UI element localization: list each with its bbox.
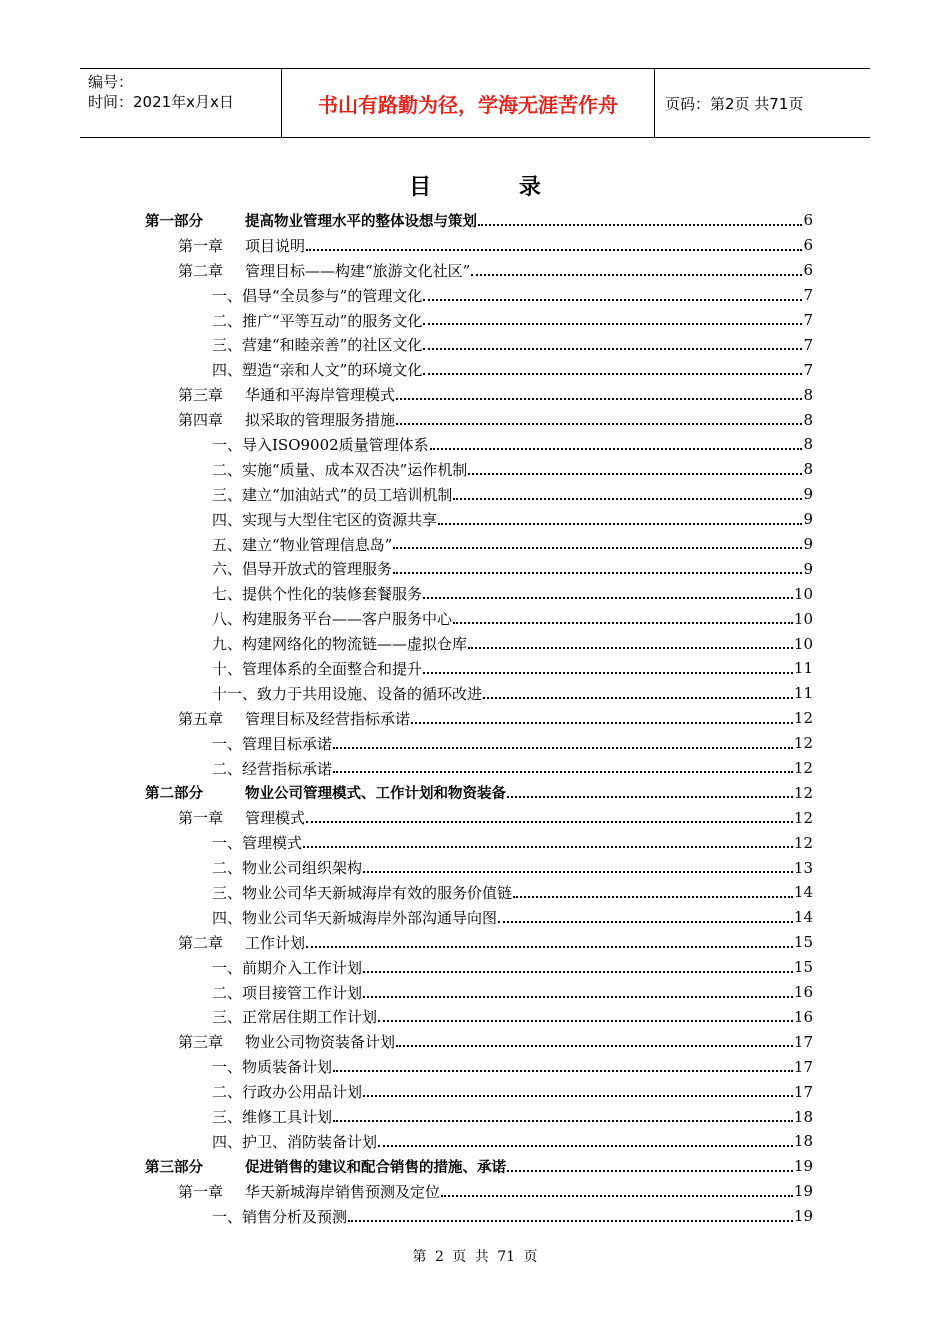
toc-entry-label <box>145 1156 506 1177</box>
toc-dot-leader <box>430 448 803 450</box>
toc-entry-text: 二、推广“平等互动”的服务文化 <box>212 311 423 330</box>
toc-page-number: 14 <box>793 883 813 902</box>
toc-title: 目 录 <box>409 175 581 200</box>
toc-dot-leader <box>423 299 802 301</box>
toc-entry-text: 二、经营指标承诺 <box>212 759 333 778</box>
toc-entry-text: 十一、致力于共用设施、设备的循环改进 <box>212 684 483 703</box>
toc-entry-text: 六、倡导开放式的管理服务 <box>212 560 393 579</box>
toc-page-number: 7 <box>803 311 813 329</box>
toc-dot-leader <box>438 523 802 525</box>
toc-dot-leader <box>468 473 802 475</box>
toc-entry-label <box>212 534 392 555</box>
toc-dot-leader <box>498 921 793 923</box>
toc-entry-text: 华通和平海岸管理模式 <box>245 386 396 405</box>
toc-entry[interactable] <box>145 1154 813 1179</box>
toc-entry[interactable] <box>145 233 813 258</box>
toc-entry-prefix: 第二章 <box>178 933 224 952</box>
toc-page-number: 9 <box>803 485 813 504</box>
toc-dot-leader <box>378 1145 793 1147</box>
toc-dot-leader <box>306 946 793 948</box>
toc-entry-label <box>212 1106 332 1127</box>
toc-entry-label <box>212 583 422 604</box>
toc-entry-text: 二、实施“质量、成本双否决”运作机制 <box>212 460 468 479</box>
toc-page-number: 18 <box>793 1132 813 1151</box>
toc-entry[interactable] <box>145 258 813 283</box>
toc-dot-leader <box>396 398 802 400</box>
toc-entry-label <box>212 334 422 355</box>
toc-entry-text: 一、倡导“全员参与”的管理文化 <box>212 286 423 305</box>
toc-entry[interactable] <box>145 1204 813 1229</box>
toc-entry[interactable] <box>145 955 813 980</box>
toc-dot-leader <box>333 1070 793 1072</box>
toc-entry[interactable] <box>145 780 813 805</box>
toc-entry-text: 工作计划 <box>245 933 306 952</box>
toc-entry-text: 五、建立“物业管理信息岛” <box>212 535 393 554</box>
toc-dot-leader <box>411 722 793 724</box>
header-motto: 书山有路勤为径，学海无涯苦作舟 <box>282 69 655 137</box>
toc-entry-text: 一、管理目标承诺 <box>212 734 333 753</box>
toc-entry[interactable] <box>145 1054 813 1079</box>
toc-page-number: 18 <box>793 1107 813 1126</box>
toc-dot-leader <box>507 796 793 798</box>
toc-entry-text: 物业公司管理模式、工作计划和物资装备 <box>245 786 506 803</box>
document-number-label: 编号： <box>88 73 134 91</box>
toc-entry[interactable] <box>145 407 813 432</box>
toc-entry-text: 促进销售的建议和配合销售的措施、承诺 <box>245 1159 506 1176</box>
toc-dot-leader <box>513 896 793 898</box>
toc-entry-text: 四、护卫、消防装备计划 <box>212 1132 378 1151</box>
toc-entry-label <box>178 1181 440 1202</box>
toc-page-number: 16 <box>793 1007 813 1026</box>
toc-page-number: 16 <box>793 983 813 1002</box>
toc-dot-leader <box>396 423 802 425</box>
page-header <box>80 68 870 138</box>
toc-entry-label <box>212 733 332 754</box>
toc-entry-text: 二、项目接管工作计划 <box>212 983 363 1002</box>
toc-page-number: 9 <box>803 559 813 578</box>
toc-entry[interactable] <box>145 631 813 656</box>
toc-entry[interactable] <box>145 556 813 581</box>
toc-dot-leader <box>423 597 793 599</box>
table-of-contents <box>145 208 813 1229</box>
toc-entry-prefix: 第一章 <box>178 236 224 255</box>
toc-entry-label <box>212 359 422 380</box>
toc-entry-label <box>178 260 470 281</box>
toc-entry-label <box>212 633 467 654</box>
toc-entry-label <box>145 782 506 803</box>
toc-entry-label <box>212 1206 347 1227</box>
toc-page-number: 14 <box>793 908 813 927</box>
toc-dot-leader <box>396 1045 793 1047</box>
toc-page-number: 8 <box>803 410 813 429</box>
page-footer: 第 2 页 共 71 页 <box>412 1249 538 1265</box>
toc-entry-text: 九、构建网络化的物流链——虚拟仓库 <box>212 635 468 654</box>
toc-entry[interactable] <box>145 1079 813 1104</box>
toc-entry[interactable] <box>145 606 813 631</box>
toc-entry-label <box>178 1031 395 1052</box>
toc-entry[interactable] <box>145 731 813 756</box>
toc-entry[interactable] <box>145 357 813 382</box>
toc-entry-text: 三、物业公司华天新城海岸有效的服务价值链 <box>212 883 513 902</box>
toc-entry[interactable] <box>145 1005 813 1030</box>
toc-dot-leader <box>468 647 793 649</box>
toc-entry-text: 一、销售分析及预测 <box>212 1207 348 1226</box>
toc-entry-text: 拟采取的管理服务措施 <box>245 411 396 430</box>
toc-entry-label <box>178 384 395 405</box>
toc-entry-text: 三、营建“和睦亲善”的社区文化 <box>212 336 423 355</box>
toc-entry-label <box>212 509 437 530</box>
toc-dot-leader <box>423 323 802 325</box>
toc-entry[interactable] <box>145 681 813 706</box>
toc-entry-label <box>145 210 477 231</box>
toc-entry-prefix: 第三章 <box>178 1033 224 1052</box>
toc-dot-leader <box>393 572 802 574</box>
toc-entry-label <box>212 982 362 1003</box>
toc-entry-text: 管理模式 <box>245 809 306 828</box>
toc-dot-leader <box>453 498 802 500</box>
toc-entry-text: 四、塑造“亲和人文”的环境文化 <box>212 361 423 380</box>
toc-entry-label <box>178 807 305 828</box>
toc-entry-label <box>212 882 512 903</box>
toc-entry[interactable] <box>145 507 813 532</box>
toc-dot-leader <box>348 1220 793 1222</box>
toc-entry[interactable] <box>145 880 813 905</box>
toc-entry-label <box>212 832 302 853</box>
toc-page-number: 12 <box>793 709 813 728</box>
toc-dot-leader <box>423 373 802 375</box>
toc-dot-leader <box>306 821 793 823</box>
toc-entry-label <box>212 1006 377 1027</box>
toc-entry[interactable] <box>145 208 813 233</box>
toc-page-number: 12 <box>793 783 813 802</box>
toc-entry-label <box>212 285 422 306</box>
toc-entry-label <box>212 484 452 505</box>
toc-dot-leader <box>378 1020 793 1022</box>
toc-entry[interactable] <box>145 482 813 507</box>
toc-entry[interactable] <box>145 332 813 357</box>
toc-page-number: 11 <box>793 659 813 678</box>
toc-entry-label <box>212 758 332 779</box>
toc-entry[interactable] <box>145 905 813 930</box>
header-page-info: 页码：第2页 共71页 <box>665 94 804 113</box>
toc-entry[interactable] <box>145 1129 813 1154</box>
toc-entry-text: 四、实现与大型住宅区的资源共享 <box>212 510 438 529</box>
toc-dot-leader <box>471 274 802 276</box>
toc-entry-label <box>212 907 497 928</box>
toc-page-number: 11 <box>793 684 813 703</box>
toc-dot-leader <box>453 622 793 624</box>
toc-entry[interactable] <box>145 283 813 308</box>
toc-entry-text: 提高物业管理水平的整体设想与策划 <box>245 213 477 230</box>
toc-page-number: 6 <box>803 211 813 230</box>
toc-dot-leader <box>423 672 793 674</box>
toc-entry-label <box>178 235 305 256</box>
toc-entry-prefix: 第三章 <box>178 386 224 405</box>
toc-dot-leader <box>363 996 793 998</box>
toc-entry-text: 二、物业公司组织架构 <box>212 859 363 878</box>
toc-page-number: 9 <box>803 510 813 529</box>
toc-page-number: 10 <box>793 584 813 603</box>
toc-entry-label <box>212 957 362 978</box>
toc-entry-label <box>212 683 482 704</box>
toc-page-number: 7 <box>803 335 813 354</box>
toc-entry[interactable] <box>145 930 813 955</box>
toc-dot-leader <box>423 348 802 350</box>
toc-page-number: 8 <box>803 435 813 454</box>
toc-page-number: 7 <box>803 360 813 379</box>
toc-page-number: 12 <box>793 808 813 827</box>
toc-entry-text: 三、维修工具计划 <box>212 1108 333 1126</box>
toc-page-number: 10 <box>793 609 813 628</box>
toc-dot-leader <box>333 747 793 749</box>
document-date: 时间：2021年x月x日 <box>88 93 234 111</box>
toc-entry[interactable] <box>145 532 813 557</box>
toc-entry-label <box>212 558 392 579</box>
toc-page-number: 17 <box>793 1032 813 1051</box>
toc-entry-prefix: 第四章 <box>178 411 224 430</box>
toc-entry-label <box>178 708 410 729</box>
toc-entry[interactable] <box>145 980 813 1005</box>
toc-entry[interactable] <box>145 308 813 333</box>
toc-entry-label <box>212 658 422 679</box>
toc-dot-leader <box>306 249 802 251</box>
toc-page-number: 12 <box>793 833 813 852</box>
toc-entry-prefix: 第一章 <box>178 809 224 828</box>
toc-dot-leader <box>507 1170 793 1172</box>
toc-entry-text: 四、物业公司华天新城海岸外部沟通导向图 <box>212 908 498 927</box>
toc-entry-text: 三、正常居住期工作计划 <box>212 1008 378 1027</box>
toc-page-number: 17 <box>793 1082 813 1101</box>
toc-page-number: 19 <box>793 1182 813 1201</box>
toc-entry-text: 十、管理体系的全面整合和提升 <box>212 659 423 678</box>
toc-entry[interactable] <box>145 855 813 880</box>
toc-entry[interactable] <box>145 830 813 855</box>
toc-entry-text: 一、导入ISO9002质量管理体系 <box>212 435 429 454</box>
toc-entry-text: 物业公司物资装备计划 <box>245 1033 396 1052</box>
toc-entry-label <box>212 608 452 629</box>
toc-entry-label <box>212 857 362 878</box>
toc-page-number: 15 <box>793 933 813 952</box>
toc-page-number: 7 <box>803 286 813 305</box>
toc-page-number: 12 <box>793 734 813 753</box>
toc-entry-label <box>212 310 422 331</box>
toc-entry-label <box>212 1131 377 1152</box>
toc-dot-leader <box>393 547 802 549</box>
toc-dot-leader <box>363 871 793 873</box>
toc-dot-leader <box>441 1195 793 1197</box>
toc-dot-leader <box>363 1095 793 1097</box>
toc-entry-prefix: 第一章 <box>178 1182 224 1201</box>
toc-page-number: 8 <box>803 460 813 479</box>
toc-page-number: 12 <box>793 759 813 778</box>
toc-entry-prefix: 第三部分 <box>145 1159 203 1176</box>
toc-entry[interactable] <box>145 805 813 830</box>
toc-entry-prefix: 第二部分 <box>145 786 203 803</box>
toc-entry[interactable] <box>145 756 813 781</box>
toc-entry-text: 八、构建服务平台——客户服务中心 <box>212 610 453 629</box>
toc-entry[interactable] <box>145 382 813 407</box>
toc-entry[interactable] <box>145 1029 813 1054</box>
toc-dot-leader <box>333 771 793 773</box>
header-meta <box>80 69 282 137</box>
toc-entry[interactable] <box>145 706 813 731</box>
toc-entry-label <box>212 1081 362 1102</box>
toc-page-number: 10 <box>793 634 813 653</box>
toc-entry-text: 一、前期介入工作计划 <box>212 958 363 977</box>
toc-entry[interactable] <box>145 1104 813 1129</box>
toc-entry-text: 管理目标——构建“旅游文化社区” <box>245 261 471 280</box>
toc-page-number: 15 <box>793 958 813 977</box>
toc-page-number: 9 <box>803 535 813 554</box>
toc-dot-leader <box>483 697 793 699</box>
toc-entry[interactable] <box>145 432 813 457</box>
toc-entry-text: 七、提供个性化的装修套餐服务 <box>212 585 423 604</box>
toc-entry-label <box>212 1056 332 1077</box>
toc-entry-prefix: 第二章 <box>178 261 224 280</box>
toc-entry-label <box>212 459 467 480</box>
toc-page-number: 19 <box>793 1157 813 1176</box>
toc-entry-label <box>178 409 395 430</box>
toc-entry-text: 华天新城海岸销售预测及定位 <box>245 1182 441 1201</box>
toc-entry[interactable] <box>145 656 813 681</box>
toc-entry[interactable] <box>145 581 813 606</box>
toc-entry-text: 一、物质装备计划 <box>212 1058 333 1077</box>
toc-entry-label <box>178 932 305 953</box>
toc-entry-text: 三、建立“加油站式”的员工培训机制 <box>212 485 453 504</box>
toc-entry[interactable] <box>145 1179 813 1204</box>
toc-dot-leader <box>333 1120 793 1122</box>
toc-dot-leader <box>363 971 793 973</box>
toc-entry-text: 一、管理模式 <box>212 834 303 853</box>
toc-entry-text: 二、行政办公用品计划 <box>212 1083 363 1102</box>
toc-page-number: 8 <box>803 385 813 404</box>
toc-entry-text: 管理目标及经营指标承诺 <box>245 709 411 728</box>
toc-dot-leader <box>303 846 793 848</box>
toc-page-number: 6 <box>803 261 813 280</box>
toc-entry-label <box>212 434 429 455</box>
toc-page-number: 6 <box>803 236 813 255</box>
toc-page-number: 17 <box>793 1057 813 1076</box>
toc-dot-leader <box>478 224 802 226</box>
toc-entry-text: 项目说明 <box>245 236 306 255</box>
toc-entry-prefix: 第一部分 <box>145 213 203 230</box>
toc-page-number: 19 <box>793 1207 813 1226</box>
toc-entry[interactable] <box>145 457 813 482</box>
toc-page-number: 13 <box>793 858 813 877</box>
toc-entry-prefix: 第五章 <box>178 709 224 728</box>
